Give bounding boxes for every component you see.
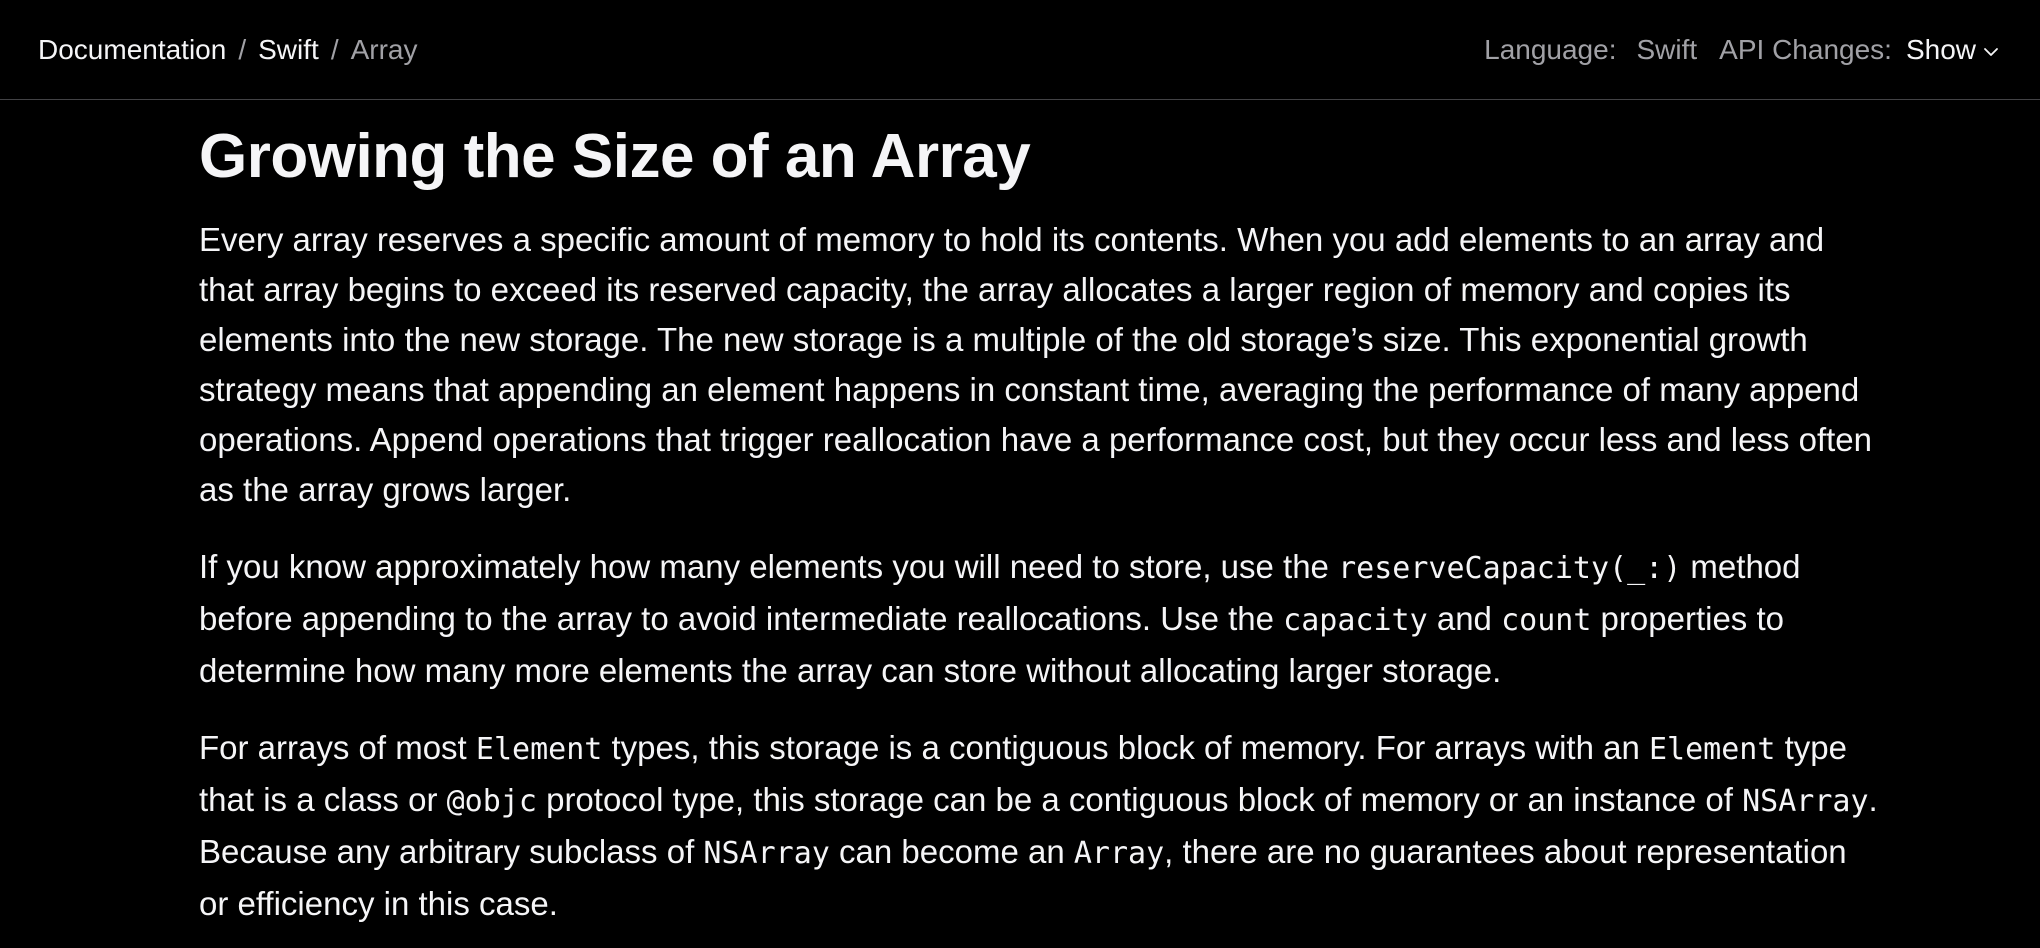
element-code: Element	[475, 732, 603, 767]
breadcrumb-swift-link[interactable]: Swift	[258, 33, 319, 65]
objc-code: @objc	[446, 784, 537, 819]
text-run: For arrays of most	[199, 729, 476, 766]
element-code: Element	[1648, 732, 1776, 767]
reserve-capacity-link[interactable]: reserveCapacity(_:)	[1338, 551, 1682, 586]
section-title: Growing the Size of an Array	[199, 122, 1031, 191]
language-label: Language:	[1484, 33, 1617, 65]
text-run: properties to determine how many more elements the array can store without allocating larger storage.	[199, 600, 1784, 689]
api-changes-value: Show	[1905, 33, 1976, 65]
page-options	[1484, 0, 2000, 99]
text-run: protocol type, this storage can be a contiguous block of memory or an instance of	[536, 781, 1743, 818]
text-run: type that is a class or	[199, 729, 1847, 818]
paragraph-reserve-capacity	[199, 542, 1879, 696]
breadcrumb-separator: /	[238, 33, 247, 65]
array-code: Array	[1073, 836, 1165, 871]
chevron-down-icon	[1982, 43, 2000, 61]
breadcrumb-documentation-link[interactable]: Documentation	[38, 33, 227, 65]
paragraph-memory-reservation: Every array reserves a specific amount of memory to hold its contents. When you add elements to an array and that array begins to exceed its reserved capacity, the array allocates a larger region of memory and copies its elements into the new storage. The new storage is a multiple of the old storage’s size. This exponential growth strategy means that appending an element happens in constant time, averaging the performance of many append operations. Append operations that trigger reallocation have a performance cost, but they occur less and less often as the array grows larger.	[199, 221, 1873, 508]
breadcrumb	[38, 0, 418, 99]
text-run: . Because any arbitrary subclass of	[199, 781, 1878, 870]
text-run: and	[1427, 600, 1502, 637]
text-run: can become an	[829, 833, 1074, 870]
text-run: , there are no guarantees about representation or efficiency in this case.	[199, 833, 1847, 922]
api-changes-toggle[interactable]	[1905, 33, 2000, 65]
text-run: If you know approximately how many elements you will need to store, use the	[199, 548, 1339, 585]
breadcrumb-current-page: Array	[350, 33, 418, 65]
api-changes-label: API Changes:	[1719, 33, 1892, 65]
nsarray-link[interactable]: NSArray	[1742, 784, 1869, 819]
paragraph-storage-representation	[199, 723, 1879, 929]
top-navigation-bar	[0, 0, 2040, 100]
breadcrumb-separator: /	[330, 33, 339, 65]
capacity-link[interactable]: capacity	[1283, 603, 1428, 638]
main-content	[199, 112, 1879, 929]
count-link[interactable]: count	[1501, 603, 1592, 638]
language-swift-option[interactable]: Swift	[1636, 33, 1698, 65]
nsarray-link[interactable]: NSArray	[703, 836, 830, 871]
text-run: types, this storage is a contiguous block of memory. For arrays with an	[602, 729, 1649, 766]
text-run: method before appending to the array to avoid intermediate reallocations. Use the	[199, 548, 1801, 637]
